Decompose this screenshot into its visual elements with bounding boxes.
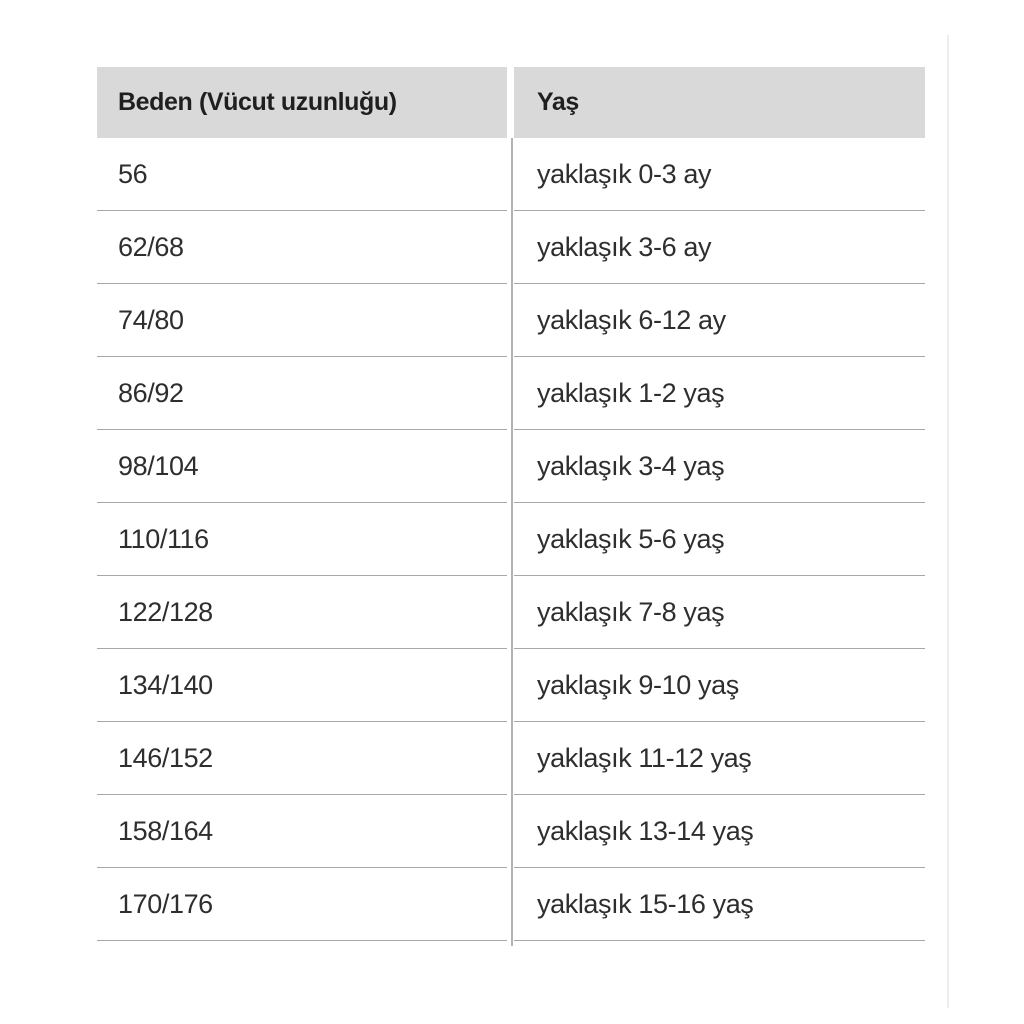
age-cell: yaklaşık 9-10 yaş	[514, 649, 925, 722]
size-cell: 146/152	[97, 722, 507, 795]
age-cell: yaklaşık 15-16 yaş	[514, 868, 925, 941]
age-cell: yaklaşık 7-8 yaş	[514, 576, 925, 649]
size-cell: 56	[97, 138, 507, 211]
container-right-divider	[947, 35, 949, 1008]
size-cell: 62/68	[97, 211, 507, 284]
age-cell: yaklaşık 0-3 ay	[514, 138, 925, 211]
age-cell: yaklaşık 11-12 yaş	[514, 722, 925, 795]
size-cell: 170/176	[97, 868, 507, 941]
size-cell: 110/116	[97, 503, 507, 576]
size-cell: 134/140	[97, 649, 507, 722]
header-gap	[507, 67, 514, 138]
age-cell: yaklaşık 3-6 ay	[514, 211, 925, 284]
table-header-row	[97, 67, 925, 138]
header-cell-size: Beden (Vücut uzunluğu)	[97, 67, 507, 138]
age-cell: yaklaşık 5-6 yaş	[514, 503, 925, 576]
size-cell: 122/128	[97, 576, 507, 649]
age-cell: yaklaşık 6-12 ay	[514, 284, 925, 357]
age-cell: yaklaşık 1-2 yaş	[514, 357, 925, 430]
size-cell: 74/80	[97, 284, 507, 357]
size-cell: 158/164	[97, 795, 507, 868]
size-cell: 86/92	[97, 357, 507, 430]
age-cell: yaklaşık 13-14 yaş	[514, 795, 925, 868]
size-chart-table	[97, 67, 925, 941]
size-cell: 98/104	[97, 430, 507, 503]
header-cell-age: Yaş	[514, 67, 925, 138]
column-divider-line	[511, 138, 513, 946]
age-cell: yaklaşık 3-4 yaş	[514, 430, 925, 503]
